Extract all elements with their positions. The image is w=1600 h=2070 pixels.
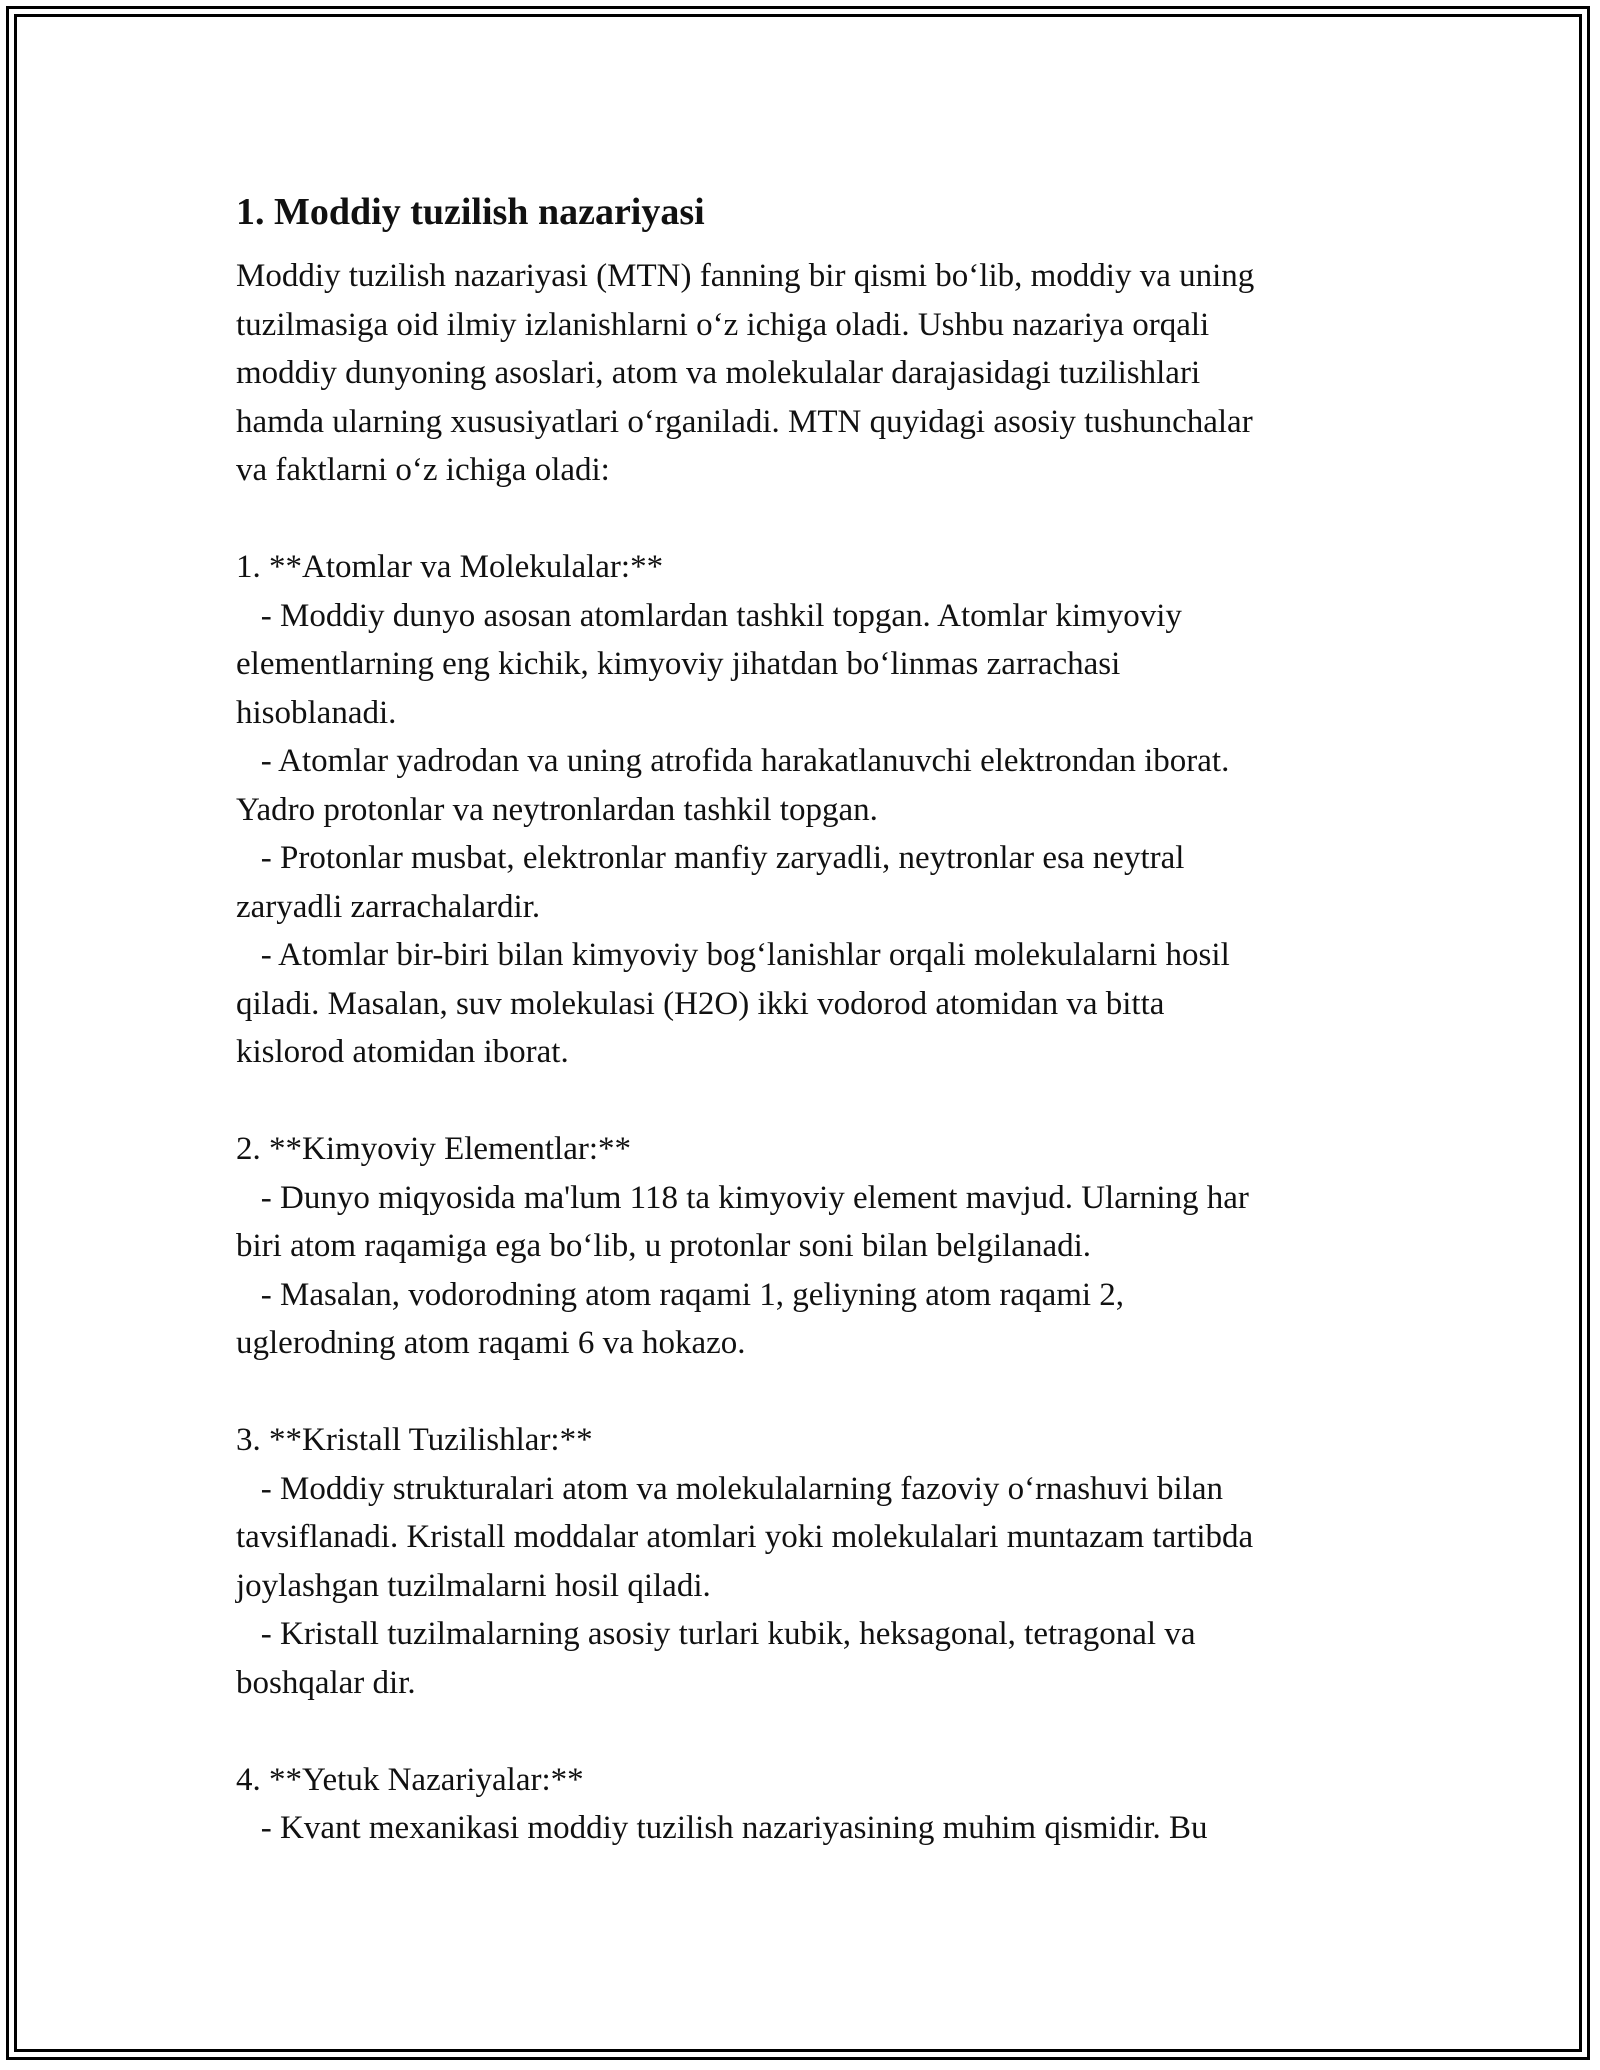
- text-line: tavsiflanadi. Kristall moddalar atomlari yoki molekulalari muntazam tartibda: [236, 1519, 1254, 1555]
- text-line: zaryadli zarrachalardir.: [236, 888, 541, 925]
- text-line: - Moddiy dunyo asosan atomlardan tashkil topgan. Atomlar kimyoviy: [236, 597, 1182, 634]
- blank-line: [236, 1077, 1376, 1126]
- text-line: 4. **Yetuk Nazariyalar:**: [236, 1761, 584, 1798]
- text-line: boshqalar dir.: [236, 1664, 416, 1701]
- text-line: - Kvant mexanikasi moddiy tuzilish nazariyasining muhim qismidir. Bu: [236, 1810, 1208, 1846]
- text-line: hisoblanadi.: [236, 694, 397, 731]
- text-line: va faktlarni o‘z ichiga oladi:: [236, 452, 610, 488]
- text-line: - Kristall tuzilmalarning asosiy turlari kubik, heksagonal, tetragonal va: [236, 1616, 1196, 1652]
- blank-line: [236, 1707, 1376, 1756]
- text-line: hamda ularning xususiyatlari o‘rganiladi. MTN quyidagi asosiy tushunchalar: [236, 403, 1253, 440]
- text-line: - Dunyo miqyosida ma'lum 118 ta kimyoviy element mavjud. Ularning har: [236, 1179, 1249, 1216]
- text-line: biri atom raqamiga ega bo‘lib, u protonlar soni bilan belgilanadi.: [236, 1228, 1092, 1264]
- text-line: 3. **Kristall Tuzilishlar:**: [236, 1422, 593, 1458]
- text-line: tuzilmasiga oid ilmiy izlanishlarni o‘z ichiga oladi. Ushbu nazariya orqali: [236, 306, 1210, 343]
- text-line: moddiy dunyoning asoslari, atom va molekulalar darajasidagi tuzilishlari: [236, 355, 1201, 391]
- text-line: 2. **Kimyoviy Elementlar:**: [236, 1131, 632, 1167]
- section-heading: 1. Moddiy tuzilish nazariyasi: [236, 191, 705, 233]
- text-line: - Atomlar yadrodan va uning atrofida harakatlanuvchi elektrondan iborat.: [236, 743, 1230, 779]
- document-page: [236, 184, 1376, 1853]
- text-line: uglerodning atom raqami 6 va hokazo.: [236, 1325, 746, 1361]
- text-line: elementlarning eng kichik, kimyoviy jihatdan bo‘linmas zarrachasi: [236, 646, 1121, 682]
- text-line: - Atomlar bir-biri bilan kimyoviy bog‘lanishlar orqali molekulalarni hosil: [236, 937, 1230, 973]
- text-line: - Masalan, vodorodning atom raqami 1, geliyning atom raqami 2,: [236, 1276, 1125, 1313]
- text-line: qiladi. Masalan, suv molekulasi (H2O) ikki vodorod atomidan va bitta: [236, 985, 1165, 1022]
- text-line: kislorod atomidan iborat.: [236, 1034, 569, 1070]
- text-line: joylashgan tuzilmalarni hosil qiladi.: [236, 1567, 711, 1604]
- text-line: Moddiy tuzilish nazariyasi (MTN) fanning bir qismi bo‘lib, moddiy va uning: [236, 258, 1255, 294]
- text-line: Yadro protonlar va neytronlardan tashkil topgan.: [236, 791, 878, 828]
- blank-line: [236, 1368, 1376, 1417]
- document-body: [236, 252, 1376, 1853]
- blank-line: [236, 495, 1376, 544]
- text-line: 1. **Atomlar va Molekulalar:**: [236, 549, 664, 585]
- text-line: - Protonlar musbat, elektronlar manfiy zaryadli, neytronlar esa neytral: [236, 840, 1185, 876]
- text-line: - Moddiy strukturalari atom va molekulalarning fazoviy o‘rnashuvi bilan: [236, 1470, 1224, 1507]
